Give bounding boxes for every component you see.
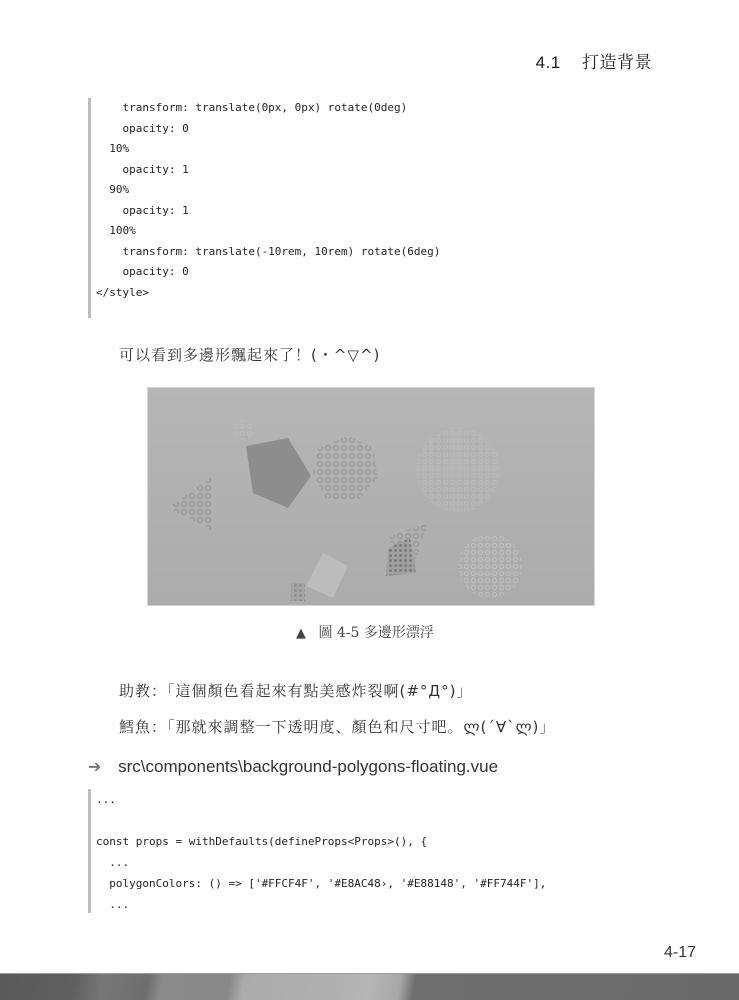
code-line: ... [96,793,116,806]
code-line: 90% [96,183,130,196]
code-line: const props = withDefaults(defineProps<Props>(), { [96,835,428,848]
code-block-style [88,98,440,318]
arrow-right-icon: ➔ [88,759,102,776]
page-number: 4-17 [663,944,696,961]
section-number: 4.1 [535,53,561,72]
code-line: opacity: 0 [96,121,189,135]
running-header [536,48,652,73]
code-block-props [88,789,546,913]
code-line: opacity: 1 [96,162,189,176]
section-title: 打造背景 [582,53,652,72]
code-line: </style> [96,285,149,299]
code-line: transform: translate(-10rem, 10rem) rotate(6deg) [96,244,441,258]
code-line: polygonColors: () => ['#FFCF4F', '#E8AC48›, '#E88148', '#FF744F'], [96,877,547,890]
caption-text: 圖 4-5 多邊形漂浮 [318,625,434,641]
code-line [96,810,546,831]
code-line: 10% [96,142,130,155]
code-line: 100% [96,224,136,237]
paragraph-assistant-dialogue: 助教：「這個顏色看起來有點美感炸裂啊(#°Д°)」 [119,682,473,700]
code-line: ... [96,898,130,911]
code-line: ... [96,856,130,869]
paragraph-codfish-dialogue: 鱈魚：「那就來調整一下透明度、顏色和尺寸吧。ლ(´∀`ლ)」 [119,718,556,736]
code-line: opacity: 1 [96,203,189,217]
code-line: opacity: 0 [96,265,189,278]
footer-decorative-band [0,973,739,1000]
file-path: src\components\background-polygons-floating.vue [118,757,499,776]
file-path-heading [88,757,498,777]
code-line: transform: translate(0px, 0px) rotate(0deg) [96,101,408,114]
figure-caption [296,622,434,642]
figure-polygons-floating [147,387,595,606]
paragraph-polygons-floating: 可以看到多邊形飄起來了！(・^▽^) [119,346,381,364]
triangle-marker-icon: ▲ [296,626,306,641]
polygons-illustration [148,388,594,605]
